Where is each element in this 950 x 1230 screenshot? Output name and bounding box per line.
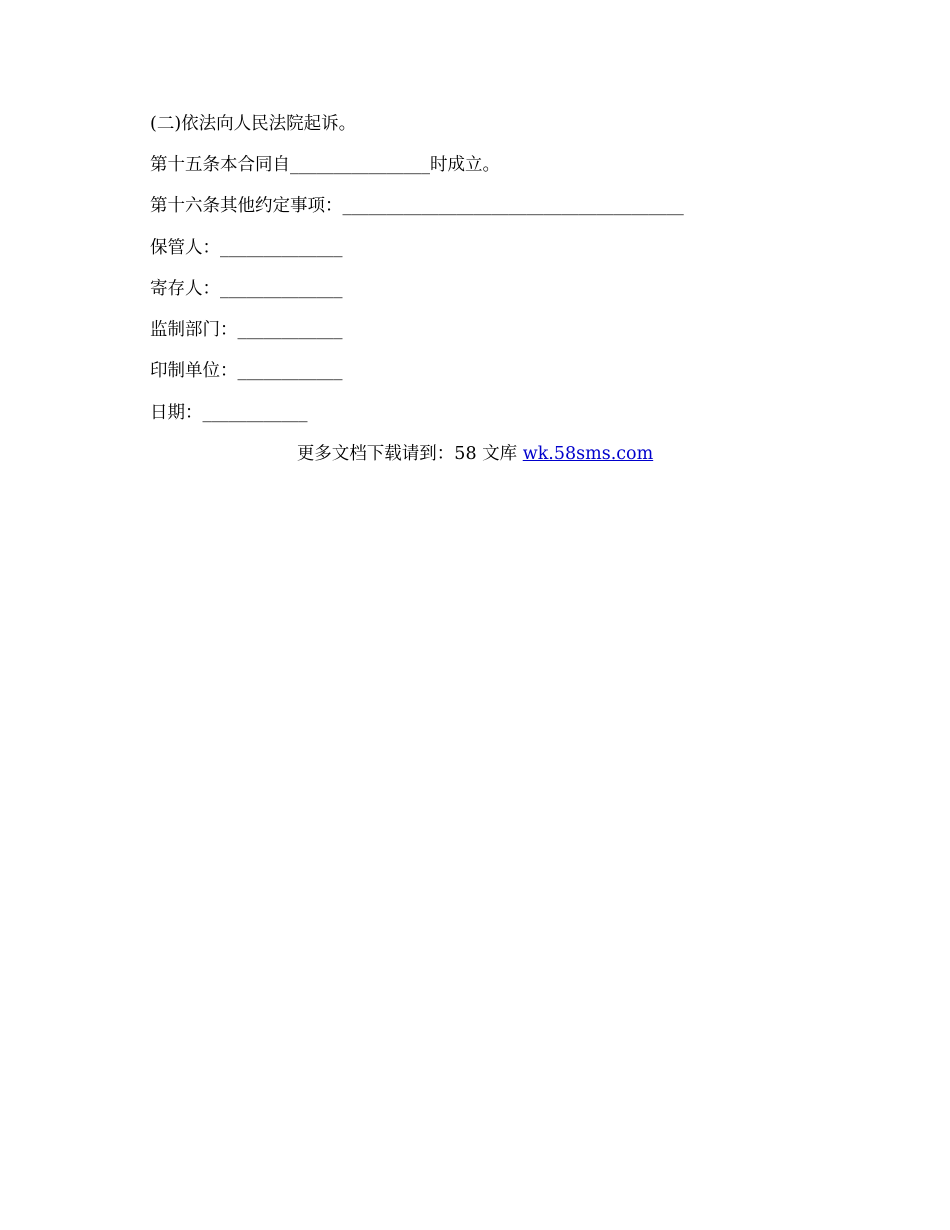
custodian-signature-line: 保管人：______________ [150,238,343,258]
depositor-signature-line: 寄存人：______________ [150,279,343,299]
printing-unit-line: 印制单位：____________ [150,361,343,381]
date-line: 日期：____________ [150,403,308,423]
supervising-department-line: 监制部门：____________ [150,320,343,340]
clause-litigation: (二)依法向人民法院起诉。 [150,114,357,134]
footer-link[interactable]: wk.58sms.com [522,444,654,464]
footer-text: 更多文档下载请到：58 文库 [296,444,523,464]
footer [0,443,950,465]
clause-15-effective-date: 第十五条本合同自________________时成立。 [150,155,500,175]
clause-16-other-terms: 第十六条其他约定事项：_______________________________________ [150,196,684,216]
